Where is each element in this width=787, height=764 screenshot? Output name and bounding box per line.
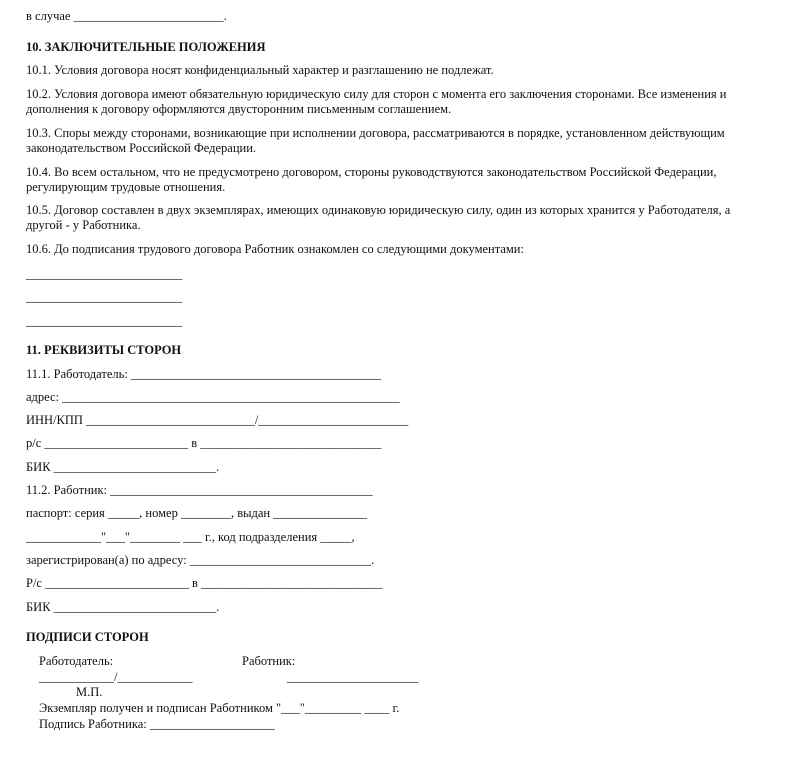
signatures-title: ПОДПИСИ СТОРОН bbox=[26, 630, 149, 644]
stamp-label: М.П. bbox=[76, 685, 103, 699]
employer-inn-kpp-line: ИНН/КПП ___________________________/________________________ bbox=[26, 413, 409, 427]
copy-received-line: Экземпляр получен и подписан Работником "___"_________ ____ г. bbox=[39, 701, 400, 715]
clause-10-5: 10.5. Договор составлен в двух экземплярах, имеющих одинаковую юридическую силу, один из которых хранится у Работодателя, а другой - у Работника. bbox=[26, 203, 731, 232]
employer-signature-line: ____________/____________ bbox=[39, 670, 193, 684]
document-line: _________________________ bbox=[26, 314, 183, 328]
clause-10-4: 10.4. Во всем остальном, что не предусмотрено договором, стороны руководствуются законодательством Российской Федерации, регулирующим трудовые отношения. bbox=[26, 165, 717, 194]
employer-bik-line: БИК __________________________. bbox=[26, 460, 220, 474]
employee-passport-line: паспорт: серия _____, номер ________, выдан _______________ bbox=[26, 506, 367, 520]
employee-signature-field: Подпись Работника: ____________________ bbox=[39, 717, 275, 731]
employer-name-line: 11.1. Работодатель: ________________________________________ bbox=[26, 367, 381, 381]
employee-address-line: зарегистрирован(а) по адресу: _____________________________. bbox=[26, 553, 375, 567]
employee-signature-label: Работник: bbox=[242, 654, 296, 668]
employer-address-line: адрес: ______________________________________________________ bbox=[26, 390, 400, 404]
employer-account-line: р/с _______________________ в _____________________________ bbox=[26, 436, 382, 450]
employee-account-line: Р/с _______________________ в _____________________________ bbox=[26, 576, 383, 590]
document-line: _________________________ bbox=[26, 290, 183, 304]
employee-bik-line: БИК __________________________. bbox=[26, 600, 220, 614]
clause-10-3: 10.3. Споры между сторонами, возникающие при исполнении договора, рассматриваются в порядке, установленном действующим законодательством Российской Федерации. bbox=[26, 126, 725, 155]
employee-name-line: 11.2. Работник: __________________________________________ bbox=[26, 483, 373, 497]
employer-signature-label: Работодатель: bbox=[39, 654, 114, 668]
top-line: в случае ________________________. bbox=[26, 9, 227, 23]
employee-passport-date-line: ____________"___"________ ___ г., код подразделения _____, bbox=[26, 530, 355, 544]
document-line: _________________________ bbox=[26, 267, 183, 281]
employee-signature-line: _____________________ bbox=[287, 670, 419, 684]
clause-10-6: 10.6. До подписания трудового договора Работник ознакомлен со следующими документами: bbox=[26, 242, 524, 256]
section-10-title: 10. ЗАКЛЮЧИТЕЛЬНЫЕ ПОЛОЖЕНИЯ bbox=[26, 40, 266, 54]
clause-10-2: 10.2. Условия договора имеют обязательную юридическую силу для сторон с момента его заключения сторонами. Все изменения и дополнения к договору оформляются двусторонним письменным соглашением. bbox=[26, 87, 727, 116]
section-11-title: 11. РЕКВИЗИТЫ СТОРОН bbox=[26, 343, 182, 357]
clause-10-1: 10.1. Условия договора носят конфиденциальный характер и разглашению не подлежат. bbox=[26, 63, 494, 77]
